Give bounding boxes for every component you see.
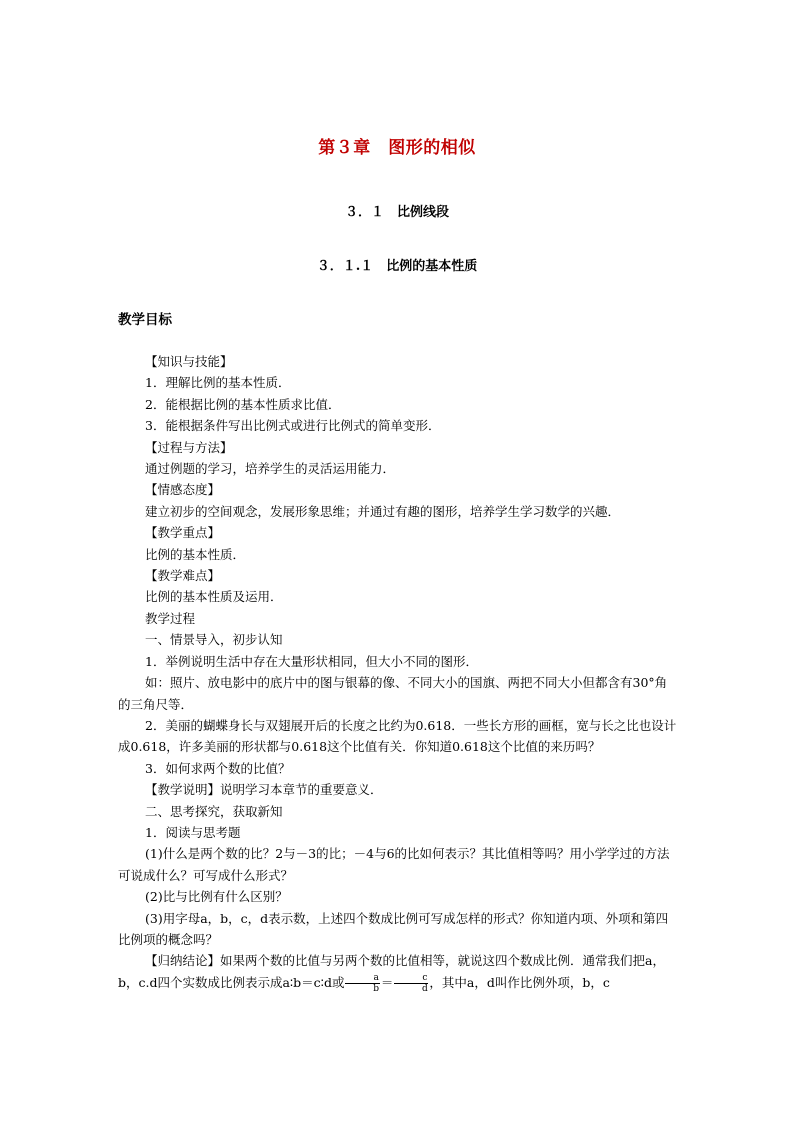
section-title: ３．１ 比例线段 bbox=[344, 205, 449, 220]
knowledge-skills-heading: 【知识与技能】 bbox=[145, 354, 233, 369]
chapter-title: 第３章 图形的相似 bbox=[318, 138, 476, 158]
process-method-heading: 【过程与方法】 bbox=[145, 439, 233, 455]
conclusion-text: 【归纳结论】如果两个数的比值与另两个数的比值相等，就说这四个数成比例．通常我们把a，b，c.d四个实数成比例表示成a∶b＝c∶d或 bbox=[118, 953, 665, 990]
question-2: (2)比与比例有什么区别？ bbox=[145, 889, 288, 905]
goals-heading: 教学目标 bbox=[118, 312, 172, 328]
intro-item-1: 1．举例说明生活中存在大量形状相同，但大小不同的图形． bbox=[145, 653, 478, 669]
difficulties-heading: 【教学难点】 bbox=[145, 568, 221, 584]
emotion-attitude-heading: 【情感态度】 bbox=[145, 482, 221, 498]
key-points-heading: 【教学重点】 bbox=[145, 525, 221, 541]
reading-question-heading: 1．阅读与思考题 bbox=[145, 824, 241, 840]
document-body bbox=[118, 351, 678, 994]
fraction-numerator-c: c bbox=[394, 973, 428, 984]
fraction-a-over-b bbox=[345, 973, 379, 994]
conclusion-paragraph bbox=[118, 950, 678, 993]
key-points-text: 比例的基本性质． bbox=[145, 546, 246, 562]
intro-item-2: 2．美丽的蝴蝶身长与双翅展开后的长度之比约为0.618．一些长方形的画框，宽与长之比也设计成0.618，许多美丽的形状都与0.618这个比值有关．你知道0.618这个比值的来历吗？ bbox=[118, 717, 677, 755]
fraction-denominator-d: d bbox=[421, 983, 428, 994]
question-1: (1)什么是两个数的比？2与－3的比；－4与6的比如何表示？其比值相等吗？用小学学过的方法可说成什么？可写成什么形式？ bbox=[118, 846, 670, 883]
goal-item-1: 1．理解比例的基本性质． bbox=[145, 375, 291, 391]
fraction-denominator-b: b bbox=[373, 983, 380, 994]
emotion-attitude-text: 建立初步的空间观念，发展形象思维；并通过有趣的图形，培养学生学习数学的兴趣． bbox=[145, 503, 621, 519]
teaching-note: 【教学说明】说明学习本章节的重要意义． bbox=[145, 782, 383, 798]
goal-item-3: 3．能根据条件写出比例式或进行比例式的简单变形． bbox=[145, 418, 441, 434]
goal-item-2: 2．能根据比例的基本性质求比值． bbox=[145, 396, 341, 412]
subsection-title: ３．１.１ 比例的基本性质 bbox=[316, 259, 478, 274]
intro-item-3: 3．如何求两个数的比值？ bbox=[145, 760, 291, 776]
question-3: (3)用字母a，b，c，d表示数，上述四个数成比例可写成怎样的形式？你知道内项、外项和第四比例项的概念吗？ bbox=[118, 910, 669, 947]
part-two-heading: 二、思考探究，获取新知 bbox=[145, 803, 283, 819]
conclusion-tail: ，其中a，d叫作比例外项，b，c bbox=[429, 974, 610, 990]
intro-example: 如：照片、放电影中的底片中的图与银幕的像、不同大小的国旗、两把不同大小但都含有30°角的三角尺等． bbox=[118, 675, 668, 712]
teaching-process-heading: 教学过程 bbox=[145, 610, 196, 626]
fraction-c-over-d bbox=[394, 973, 428, 994]
process-method-text: 通过例题的学习，培养学生的灵活运用能力． bbox=[145, 461, 396, 477]
equals-sign: ＝ bbox=[380, 974, 394, 990]
part-one-heading: 一、情景导入，初步认知 bbox=[145, 632, 283, 648]
fraction-numerator-a: a bbox=[345, 973, 379, 984]
difficulties-text: 比例的基本性质及运用． bbox=[145, 589, 283, 605]
